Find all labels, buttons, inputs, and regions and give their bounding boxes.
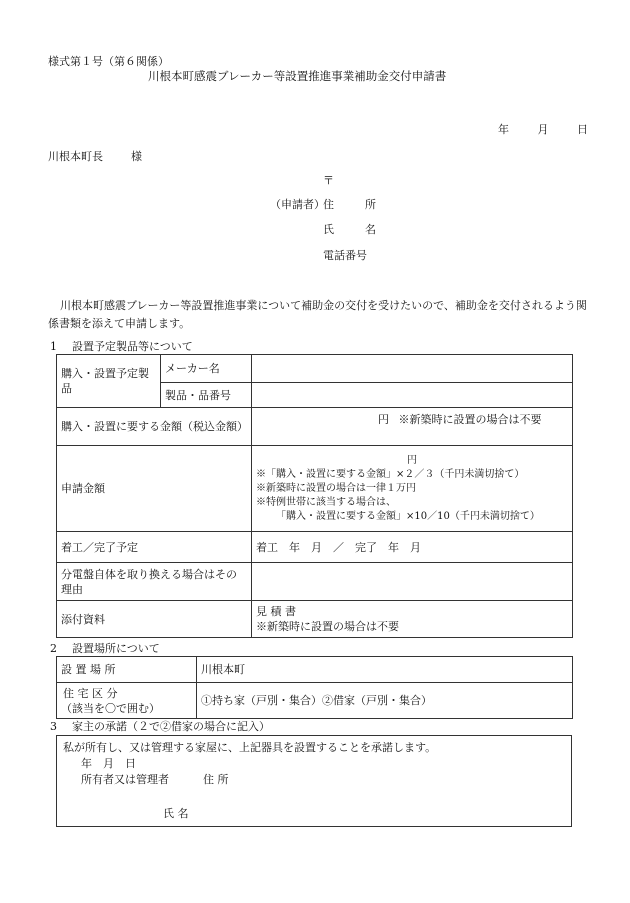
location-field[interactable]: 川根本町 [197,657,573,683]
date-year-label: 年 [498,123,509,136]
product-label: 購入・設置予定製品 [57,355,161,408]
maker-label: メーカー名 [161,355,252,383]
addressee-honorific: 様 [131,150,142,163]
attachments-field [252,601,573,638]
location-table [56,656,573,719]
section2-heading [50,640,160,656]
house-type-instruction: （該当を〇で囲む） [61,701,160,715]
model-label: 製品・品番号 [161,383,252,408]
owner-label: 所有者又は管理者 [81,773,169,786]
applicant-phone-label: 電話番号 [323,249,367,262]
applicant-role: （申請者） [270,198,325,211]
section3-number: 3 [50,720,57,733]
house-type-title: 住 宅 区 分 [63,686,118,700]
apply-note-1: ※「購入・設置に要する金額」×２／３（千円未満切捨て） [256,468,525,480]
owner-address-label: 住 所 [203,773,229,786]
owner-row [63,772,565,788]
intro-paragraph: 川根本町感震ブレーカー等設置推進事業について補助金の交付を受けたいので、補助金を交付されるよう関係書類を添えて申請します。 [48,299,587,330]
cost-yen: 円 [378,413,389,426]
consent-statement: 私が所有し、又は管理する家屋に、上記器具を設置することを承諾します。 [63,741,437,754]
panel-reason-label: 分電盤自体を取り換える場合はその理由 [57,563,252,601]
submission-date [498,121,601,137]
location-label: 設 置 場 所 [57,657,197,683]
applicant-address-label: 住 所 [323,198,386,211]
apply-label: 申請金額 [57,446,252,532]
product-table [56,354,573,638]
date-month-label: 月 [537,123,549,136]
document-title: 川根本町感震ブレーカー等設置推進事業補助金交付申請書 [148,69,447,83]
consent-date: 年 月 日 [81,757,136,770]
attachments-estimate: 見 積 書 [256,605,296,618]
apply-yen: 円 [407,454,417,466]
apply-note-2: ※新築時に設置の場合は一律１万円 [256,482,416,494]
house-type-label [57,683,197,719]
consent-box[interactable] [57,736,572,827]
section2-title: 設置場所について [72,642,160,655]
section1-number: 1 [50,340,57,353]
apply-note-4: 「購入・設置に要する金額」×10／10（千円未満切捨て） [276,510,540,522]
model-field[interactable] [252,383,573,408]
apply-note-3: ※特例世帯に該当する場合は、 [256,496,396,508]
addressee-name: 川根本町長 [48,150,103,163]
consent-table [56,735,572,827]
schedule-field[interactable]: 着工 年 月 ／ 完了 年 月 [252,532,573,563]
maker-field[interactable] [252,355,573,383]
house-type-options[interactable]: ①持ち家（戸別・集合）②借家（戸別・集合） [197,683,573,719]
schedule-label: 着工／完了予定 [57,532,252,563]
cost-note: ※新築時に設置の場合は不要 [398,413,542,426]
postal-mark: 〒 [323,174,334,187]
apply-field[interactable] [252,446,573,532]
form-number: 様式第１号（第６関係） [48,55,169,68]
addressee [48,148,142,164]
section1-title: 設置予定製品等について [72,340,193,353]
panel-reason-field[interactable] [252,563,573,601]
section2-number: 2 [50,642,57,655]
applicant-name-label: 氏 名 [323,223,386,236]
section3-heading [50,718,270,734]
section1-heading [50,338,193,354]
date-day-label: 日 [577,123,588,136]
owner-name-label: 氏 名 [163,807,189,820]
attachments-label: 添付資料 [57,601,252,638]
attachments-note: ※新築時に設置の場合は不要 [256,620,399,633]
cost-field[interactable] [252,408,573,446]
cost-label: 購入・設置に要する金額（税込金額） [57,408,252,446]
section3-title: 家主の承諾（２で②借家の場合に記入） [72,720,270,733]
